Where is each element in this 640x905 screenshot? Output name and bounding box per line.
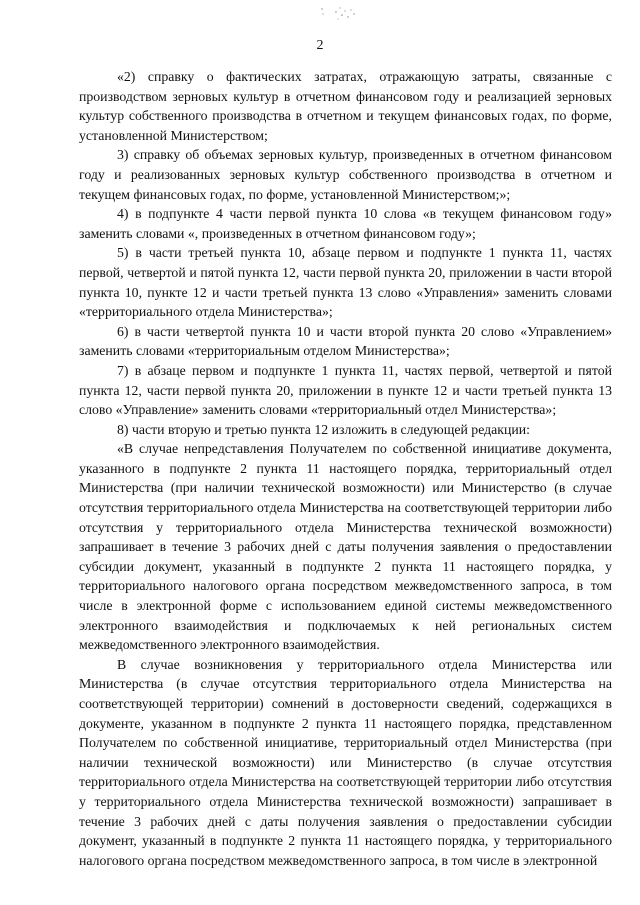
paragraph-amendment-5: 5) в части третьей пункта 10, абзаце первом и подпункте 1 пункта 11, частях первой, четвертой и пятой пункта 12, части первой пункта 20, приложении в части второй пункта 10, пункте 12 и части третьей пункта 13 слово «Управления» заменить словами «территориального отдела Министерства»; bbox=[79, 245, 612, 320]
document-body bbox=[79, 67, 612, 870]
scan-artifact-marks bbox=[318, 6, 362, 24]
paragraph-item-3-certificate-volumes: 3) справку об объемах зерновых культур, произведенных в отчетном финансовом году и реализованных зерновых культур собственного производства в отчетном и текущем финансовых годах, по форме, установленной Министерством;»; bbox=[79, 147, 612, 202]
paragraph-amendment-6: 6) в части четвертой пункта 10 и части второй пункта 20 слово «Управлением» заменить словами «территориальным отделом Министерства»; bbox=[79, 323, 612, 359]
paragraph-item-2-certificate-costs: «2) справку о фактических затратах, отражающую затраты, связанные с производством зерновых культур в отчетном финансовом году и реализацией зерновых культур собственного производства в отчетном и текущем финансовых годах, по форме, установленной Министерством; bbox=[79, 69, 612, 143]
paragraph-amendment-7: 7) в абзаце первом и подпункте 1 пункта 11, частях первой, четвертой и пятой пункта 12, части первой пункта 20, приложении в пункте 12 и части третьей пункта 13 слово «Управление» заменить словами «территориальный отдел Министерства»; bbox=[79, 362, 612, 418]
paragraph-amendment-8: 8) части вторую и третью пункта 12 изложить в следующей редакции: bbox=[117, 421, 530, 437]
paragraph-amendment-4: 4) в подпункте 4 части первой пункта 10 слова «в текущем финансовом году» заменить словами «, произведенных в отчетном финансовом году»; bbox=[79, 206, 612, 241]
paragraph-new-part-3: В случае возникновения у территориального отдела Министерства или Министерства (в случае отсутствия территориального отдела Министерства на соответствующей территории) сомнений в достоверности сведений, содержащихся в документе, указанном в подпункте 2 пункта 11 настоящего порядка, представленном Получателем по собственной инициативе, территориальный отдел Министерства (при наличии технической возможности) или Министерство (в случае отсутствия территориального отдела Министерства на соответствующей территории либо отсутствия у территориального отдела Министерства технической возможности) запрашивает в течение 3 рабочих дней с даты получения заявления о предоставлении субсидии документ, указанный в подпункте 2 пункта 11 настоящего порядка, у территориального налогового органа посредством межведомственного запроса, в том числе в электронной bbox=[79, 656, 612, 868]
paragraph-new-part-2: «В случае непредставления Получателем по собственной инициативе документа, указанного в подпункте 2 пункта 11 настоящего порядка, территориальный отдел Министерства (при наличии технической возможности) или Министерство (в случае отсутствия территориального отдела Министерства на соответствующей территории либо отсутствия у территориального отдела Министерства технической возможности) запрашивает в течение 3 рабочих дней с даты получения заявления о предоставлении субсидии документ, указанный в подпункте 2 пункта 11 настоящего порядка, у территориального налогового органа посредством межведомственного запроса, в том числе в электронной форме с использованием единой системы межведомственного электронного взаимодействия и подключаемых к ней региональных систем межведомственного электронного взаимодействия. bbox=[79, 441, 612, 653]
page-number: 2 bbox=[316, 38, 324, 53]
